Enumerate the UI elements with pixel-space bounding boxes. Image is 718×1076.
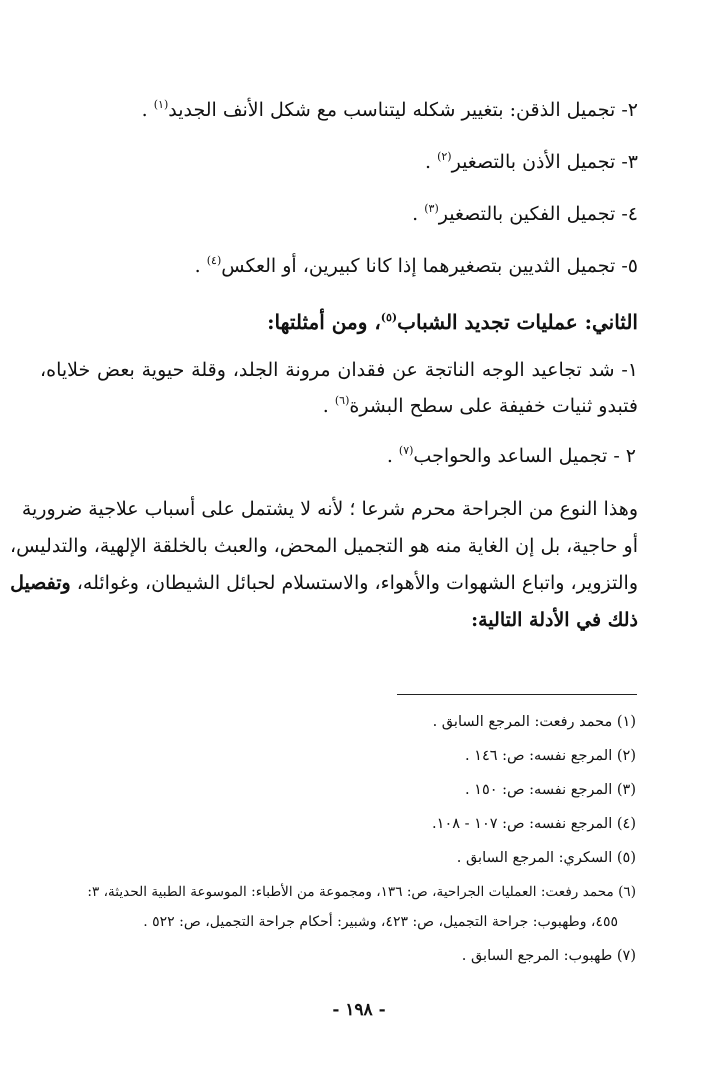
item-ear: ٣- تجميل الأذن بالتصغير$^{(٢)}$ . — [424, 150, 638, 173]
item-jaws: ٤- تجميل الفكين بالتصغير$^{(٣)}$ . — [412, 202, 638, 225]
page-number: - ١٩٨ - — [332, 1000, 386, 1020]
item-breasts: ٥- تجميل الثديين بتصغيرهما إذا كانا كبيرين، أو العكس$^{(٤)}$ . — [194, 254, 638, 277]
footnote-3: (٣) المرجع نفسه: ص: ١٥٠ . — [464, 782, 636, 798]
footnote-ref[interactable]: (١) — [153, 98, 169, 111]
footnote-1: (١) محمد رفعت: المرجع السابق . — [432, 714, 636, 730]
footnote-ref[interactable]: (٦) — [334, 394, 350, 407]
rejuv-item-1-line1: ١- شد تجاعيد الوجه الناتجة عن فقدان مرونة الجلد، وقلة حيوية بعض خلاياه، — [40, 359, 638, 381]
rejuv-item-2: ٢ - تجميل الساعد والحواجب$^{(٧)}$ . — [386, 444, 636, 467]
paragraph-line-3: والتزوير، واتباع الشهوات والأهواء، والاستسلام لحبائل الشيطان، وغوائله، وتفصيل — [10, 572, 638, 594]
footnote-ref[interactable]: (٣) — [424, 202, 439, 215]
footnote-ref[interactable]: (٢) — [437, 150, 452, 163]
footnote-6-line2: ٤٥٥، وطهبوب: جراحة التجميل، ص: ٤٢٣، وشبير: أحكام جراحة التجميل، ص: ٥٢٢ . — [143, 914, 618, 930]
footnote-ref[interactable]: (٥) — [380, 311, 398, 324]
item-chin: ٢- تجميل الذقن: بتغيير شكله ليتناسب مع شكل الأنف الجديد$^{(١)}$ . — [141, 98, 638, 121]
section-heading: الثاني: عمليات تجديد الشباب$^{(٥)}$، ومن أمثلتها: — [267, 310, 638, 334]
footnote-ref[interactable]: (٧) — [398, 444, 414, 457]
footnote-2: (٢) المرجع نفسه: ص: ١٤٦ . — [464, 748, 636, 764]
footnote-5: (٥) السكري: المرجع السابق . — [456, 850, 636, 866]
paragraph-line-2: أو حاجية، بل إن الغاية منه هو التجميل المحض، والعبث بالخلقة الإلهية، والتدليس، — [9, 535, 638, 557]
footnote-7: (٧) طهبوب: المرجع السابق . — [461, 948, 636, 964]
footnote-ref[interactable]: (٤) — [206, 254, 222, 267]
paragraph-line-1: وهذا النوع من الجراحة محرم شرعا ؛ لأنه لا يشتمل على أسباب علاجية ضرورية — [21, 498, 638, 520]
rejuv-item-1-line2: فتبدو ثنيات خفيفة على سطح البشرة$^{(٦)}$ . — [322, 394, 638, 417]
footnote-separator — [397, 694, 637, 695]
paragraph-line-4: ذلك في الأدلة التالية: — [471, 609, 638, 631]
footnote-6-line1: (٦) محمد رفعت: العمليات الجراحية، ص: ١٣٦، ومجموعة من الأطباء: الموسوعة الطبية الحديثة، ٣: — [87, 884, 636, 900]
footnote-4: (٤) المرجع نفسه: ص: ١٠٧ - ١٠٨. — [432, 816, 636, 832]
